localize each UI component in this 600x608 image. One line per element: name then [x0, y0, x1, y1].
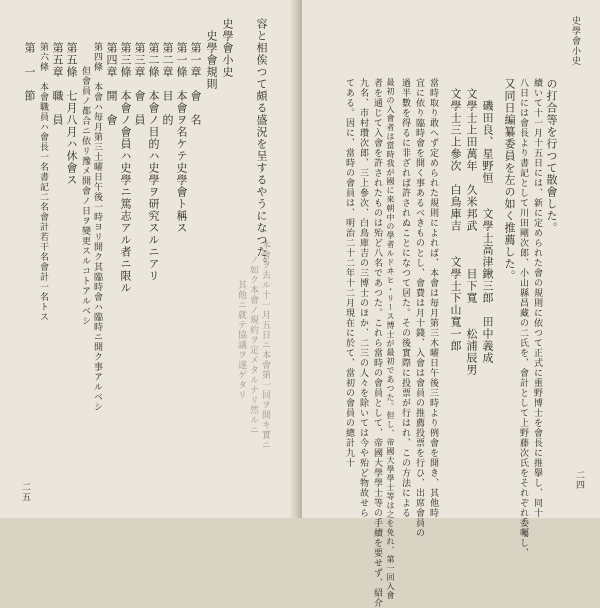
member-list-line: 文學士上田萬年 久米邦武 目下寬 松浦辰男: [465, 88, 478, 376]
regulation-line: 第三章 會 員: [133, 42, 146, 126]
body-line: 最初の入會者は當時我が國に來朝中の學者ルドヰヒ・リース博士が最初であつた。但し、帝國大學學士等は之を免れ、第一回入會: [386, 78, 395, 600]
continuation-text: 容と相俟つて頗る盛況を呈するやうになつた。: [255, 18, 268, 270]
page-number: 二五: [20, 482, 30, 502]
body-line: 又同日編纂委員を左の如く推薦した。: [503, 78, 516, 282]
regulation-line: 第四條 本會ハ毎月第三土曜日午後一時ヨリ開ク其臨時會ハ臨時ニ開ク事アルベシ: [92, 42, 102, 412]
regulation-line: 第 一 節: [23, 42, 36, 102]
body-line: てある。因に、當時の會員は、明治二十二年十二月現在に於て、當初の會員の總計九十: [344, 78, 354, 468]
body-line: 九名、市村瓚次郎、三上參次、白鳥庫吉の三博士のほか、二三の人々を除いては今や殆ど物故せら: [358, 78, 368, 518]
right-page: [302, 0, 600, 608]
regulation-line: 第一章 會 名: [189, 42, 202, 126]
regulation-line: 第四章 開 會: [105, 42, 118, 126]
page-number: 二四: [574, 470, 584, 490]
member-list-line: 文學士三上參次 白鳥庫吉 文學士下山寬一郎: [449, 88, 462, 352]
running-head: 史學會小史: [221, 18, 234, 78]
regulations-title: 史學會規則: [205, 30, 218, 90]
body-line: 當時取り敢へず定められた規則によれば、本會は毎月第三木曜日午後三時より例會を開き、其他時: [428, 78, 438, 518]
member-list-line: 磯田良、星野恒 文學士高津鍬三郎 田中義成: [481, 100, 494, 364]
left-page: [0, 0, 298, 518]
bleed-through-text: 其他ニ就テ協議ヲ遂ゲタリ: [236, 280, 246, 400]
regulation-line: 第六條 本會職員ハ會長一名書記二名會計若干名會計一名トス: [38, 42, 48, 322]
body-line: 續いて十一月十五日には、新に定められた會の規則に依つて正式に重野博士を會長に推擧し、同十: [532, 78, 542, 518]
bleed-through-text: 本會ヲ去ル十一月五日ニ本會第一回ヲ開キ實ニ: [260, 240, 270, 450]
regulation-line: 第二條 本會ノ目的ハ史學ヲ研究スルニアリ: [147, 42, 160, 282]
body-line: 過半數を得るに非ざれば許されぬことになつて居た。その後實際に投票が行はれ、この方法による: [400, 78, 410, 518]
body-line: 者を通じて入會を許されたものは殆ど八名であつた。これら當時の會員として、帝國大學學士等の手續を要せず、紹介: [372, 78, 382, 608]
regulation-line: 但會員ノ都合ニ依リ豫メ開會ノ日ヲ變更スルコトアルベシ: [80, 66, 90, 326]
bleed-through-text: ノ如ク本會ノ規約ヲ定メタルナリ然ルニ: [248, 255, 258, 435]
body-line: 宜に依り臨時會を開く事あるべきものとし、會費は月十錢、入會は會員の推薦投票を行ひ、出席會員の: [414, 78, 424, 538]
regulation-line: 第三條 本會ノ會員ハ史學ニ篤志アル者ニ限ル: [119, 42, 132, 294]
body-line: の打合等を行つて散會した。: [545, 78, 558, 234]
running-head: 史學會小史: [570, 16, 580, 66]
regulation-line: 第一條 本會ヲ名ケテ史學會ト稱ス: [175, 42, 188, 234]
regulation-line: 第五章 職 員: [51, 42, 64, 126]
body-line: 八日には會長より書記として川田剛次郎、小山縣昌藏の二氏を、會計として上野藤次氏をそれぞれ委囑し、: [518, 78, 528, 558]
regulation-line: 第五條 七月八月ハ休會ス: [65, 42, 78, 186]
regulation-line: 第二章 目 的: [161, 42, 174, 126]
